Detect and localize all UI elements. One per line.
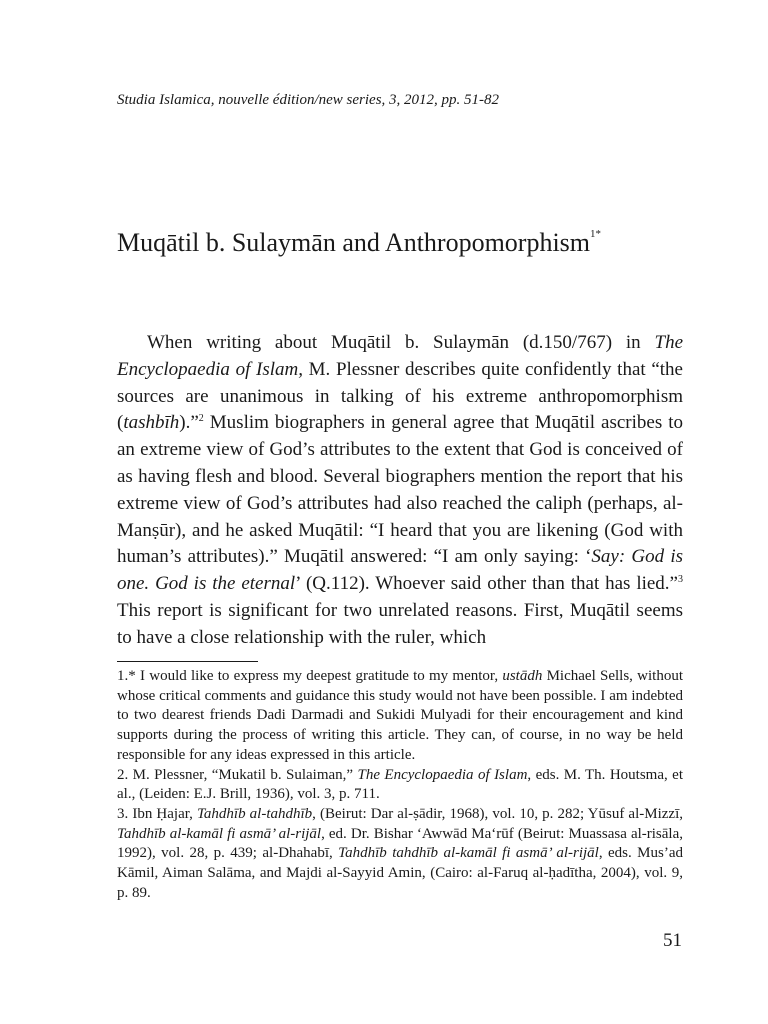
footnote-text: , eds. Mus’ad Kāmil, Aiman Salāma, and Majdi al-Sayyid Amin, (Cairo: al-Faruq al-ḥadītha, 2004), vol. 9, p. 89. <box>117 845 683 901</box>
footnote-ref: 2 <box>198 413 204 425</box>
footnote-1 <box>117 667 683 766</box>
footnote-3 <box>117 805 683 904</box>
body-text-run: M. Plessner describes quite confidently that “the sources are unanimous in talking of his extreme anthropomorphism ( <box>117 358 683 434</box>
body-italic-run: tashbīh <box>123 412 180 434</box>
body-italic-run: Say: God is one. God is the eternal <box>117 546 683 595</box>
footnote-ref: 3 <box>678 574 683 586</box>
footnote-2 <box>117 766 683 805</box>
footnote-text: 3. Ibn Ḥajar, <box>117 805 197 822</box>
body-text-run: ’ (Q.112). Whoever said other than that has lied.” <box>295 573 678 595</box>
article-title <box>117 228 601 258</box>
body-text-run: ).” <box>179 412 199 434</box>
body-text-run: Muslim biographers in general agree that Muqātil ascribes to an extreme view of God’s attributes to the extent that God is conceived of as having flesh and blood. Several biographers mention the report that his extreme view of God’s attributes had also reached the caliph (perhaps, al-Manṣūr), and he asked Muqātil: “I heard that you are likening (God with human’s attributes).” Muqātil answered: “I am only saying: ‘ <box>117 412 683 568</box>
body-text <box>117 330 683 652</box>
body-text-run: This report is significant for two unrelated reasons. First, Muqātil seems to have a close relationship with the ruler, which <box>117 599 683 648</box>
footnote-italic: The Encyclopaedia of Islam <box>357 766 528 783</box>
footnote-divider <box>117 661 258 662</box>
body-paragraph <box>117 330 683 652</box>
footnote-text: 1.* I would like to express my deepest gratitude to my mentor, <box>117 668 503 684</box>
footnote-text: , (Beirut: Dar al-ṣādir, 1968), vol. 10, p. 282; Yūsuf al-Mizzī, <box>312 805 683 822</box>
body-italic-run: The Encyclopaedia of Islam, <box>117 332 683 380</box>
footnote-italic: Tahdhīb al-tahdhīb <box>196 805 313 822</box>
footnote-text: Michael Sells, without whose critical comments and guidance this study would not have been possible. I am indebted to two dearest friends Dadi Darmadi and Sukidi Mulyadi for their encouragement and kind supports during the process of writing this article. They can, of course, in no way be held responsible for any ideas expressed in this article. <box>117 668 683 763</box>
page-number: 51 <box>663 930 682 951</box>
footnotes <box>117 667 683 903</box>
footnote-text: , eds. M. Th. Houtsma, et al., (Leiden: E.J. Brill, 1936), vol. 3, p. 711. <box>117 766 683 803</box>
body-text-run: When writing about Muqātil b. Sulaymān (d.150/767) in <box>147 332 655 353</box>
title-footnote-mark: 1* <box>590 228 602 240</box>
footnote-text: , ed. Dr. Bishar ‘Awwād Ma‘rūf (Beirut: Muassasa al-risāla, 1992), vol. 28, p. 439; al-Dhahabī, <box>117 825 683 862</box>
footnote-italic: Tahdhīb al-kamāl fi asmā’ al-rijāl <box>117 825 322 842</box>
footnote-text: 2. M. Plessner, “Mukatil b. Sulaiman,” <box>117 766 358 783</box>
journal-header: Studia Islamica, nouvelle édition/new series, 3, 2012, pp. 51-82 <box>117 92 500 108</box>
article-title-text: Muqātil b. Sulaymān and Anthropomorphism <box>117 228 591 257</box>
footnote-italic: ustādh <box>502 668 543 684</box>
footnote-italic: Tahdhīb tahdhīb al-kamāl fi asmā’ al-rijāl <box>338 845 599 862</box>
